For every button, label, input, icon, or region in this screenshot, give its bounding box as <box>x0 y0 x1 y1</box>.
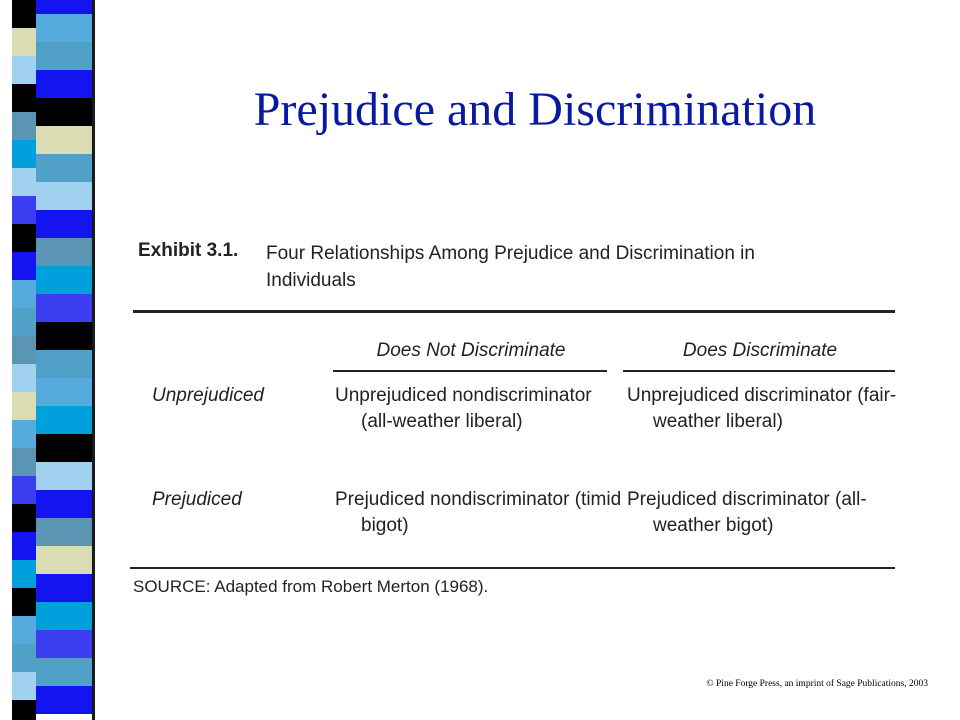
column-header-rule-2 <box>623 370 895 372</box>
stripe-block <box>12 84 36 112</box>
stripe-block <box>36 14 92 42</box>
stripe-block <box>12 168 36 196</box>
stripe-block <box>36 546 92 574</box>
stripe-block <box>36 630 92 658</box>
stripe-block <box>12 504 36 532</box>
stripe-block <box>36 0 92 14</box>
stripe-block <box>36 574 92 602</box>
stripe-block <box>12 28 36 56</box>
cell-unprejudiced-nondiscriminator: Unprejudiced nondiscriminator (all-weather liberal) <box>335 385 592 432</box>
stripe-block <box>36 406 92 434</box>
stripe-block <box>36 658 92 686</box>
stripe-block <box>36 350 92 378</box>
exhibit-label: Exhibit 3.1. <box>138 240 239 261</box>
stripe-block <box>12 532 36 560</box>
stripe-block <box>36 602 92 630</box>
stripe-block <box>36 490 92 518</box>
stripe-block <box>12 56 36 84</box>
cell-prejudiced-discriminator: Prejudiced discriminator (all-weather bigot) <box>627 489 867 536</box>
row-label-unprejudiced: Unprejudiced <box>152 385 264 406</box>
stripe-block <box>12 364 36 392</box>
stripe-block <box>36 42 92 70</box>
stripe-block <box>36 294 92 322</box>
stripe-block <box>36 378 92 406</box>
table-bottom-rule <box>130 567 895 569</box>
stripe-edge <box>92 0 95 720</box>
column-header-not-discriminate: Does Not Discriminate <box>376 340 566 361</box>
stripe-block <box>12 644 36 672</box>
stripe-block <box>36 322 92 350</box>
stripe-block <box>36 70 92 98</box>
column-header-discriminate: Does Discriminate <box>682 340 838 361</box>
stripe-block <box>12 700 36 720</box>
row-label-prejudiced: Prejudiced <box>152 489 242 510</box>
slide-title: Prejudice and Discrimination <box>253 83 817 136</box>
table-top-rule <box>133 310 895 313</box>
stripe-block <box>36 98 92 126</box>
stripe-block <box>12 616 36 644</box>
cell-unprejudiced-discriminator: Unprejudiced discriminator (fair-weather liberal) <box>627 385 897 432</box>
stripe-block <box>12 0 36 28</box>
cell-prejudiced-nondiscriminator: Prejudiced nondiscriminator (timid bigot) <box>335 489 622 536</box>
stripe-block <box>36 434 92 462</box>
stripe-block <box>36 266 92 294</box>
stripe-block <box>12 252 36 280</box>
stripe-block <box>12 476 36 504</box>
stripe-block <box>12 196 36 224</box>
stripe-block <box>36 462 92 490</box>
stripe-block <box>36 238 92 266</box>
exhibit-source-note: SOURCE: Adapted from Robert Merton (1968). <box>133 577 489 596</box>
stripe-block <box>12 420 36 448</box>
stripe-block <box>12 140 36 168</box>
stripe-block <box>36 518 92 546</box>
stripe-block <box>36 210 92 238</box>
stripe-block <box>36 182 92 210</box>
stripe-block <box>12 560 36 588</box>
exhibit-caption: Four Relationships Among Prejudice and Discrimination in Individuals <box>266 243 755 291</box>
stripe-block <box>12 588 36 616</box>
copyright-notice: © Pine Forge Press, an imprint of Sage Publications, 2003 <box>706 679 928 689</box>
decorative-color-stripe <box>0 0 110 720</box>
stripe-block <box>36 126 92 154</box>
stripe-block <box>12 448 36 476</box>
stripe-block <box>12 308 36 336</box>
stripe-block <box>12 392 36 420</box>
stripe-block <box>12 112 36 140</box>
column-header-rule-1 <box>333 370 607 372</box>
stripe-block <box>36 154 92 182</box>
stripe-block <box>12 672 36 700</box>
stripe-block <box>12 280 36 308</box>
stripe-block <box>12 336 36 364</box>
stripe-block <box>36 686 92 714</box>
stripe-block <box>12 224 36 252</box>
